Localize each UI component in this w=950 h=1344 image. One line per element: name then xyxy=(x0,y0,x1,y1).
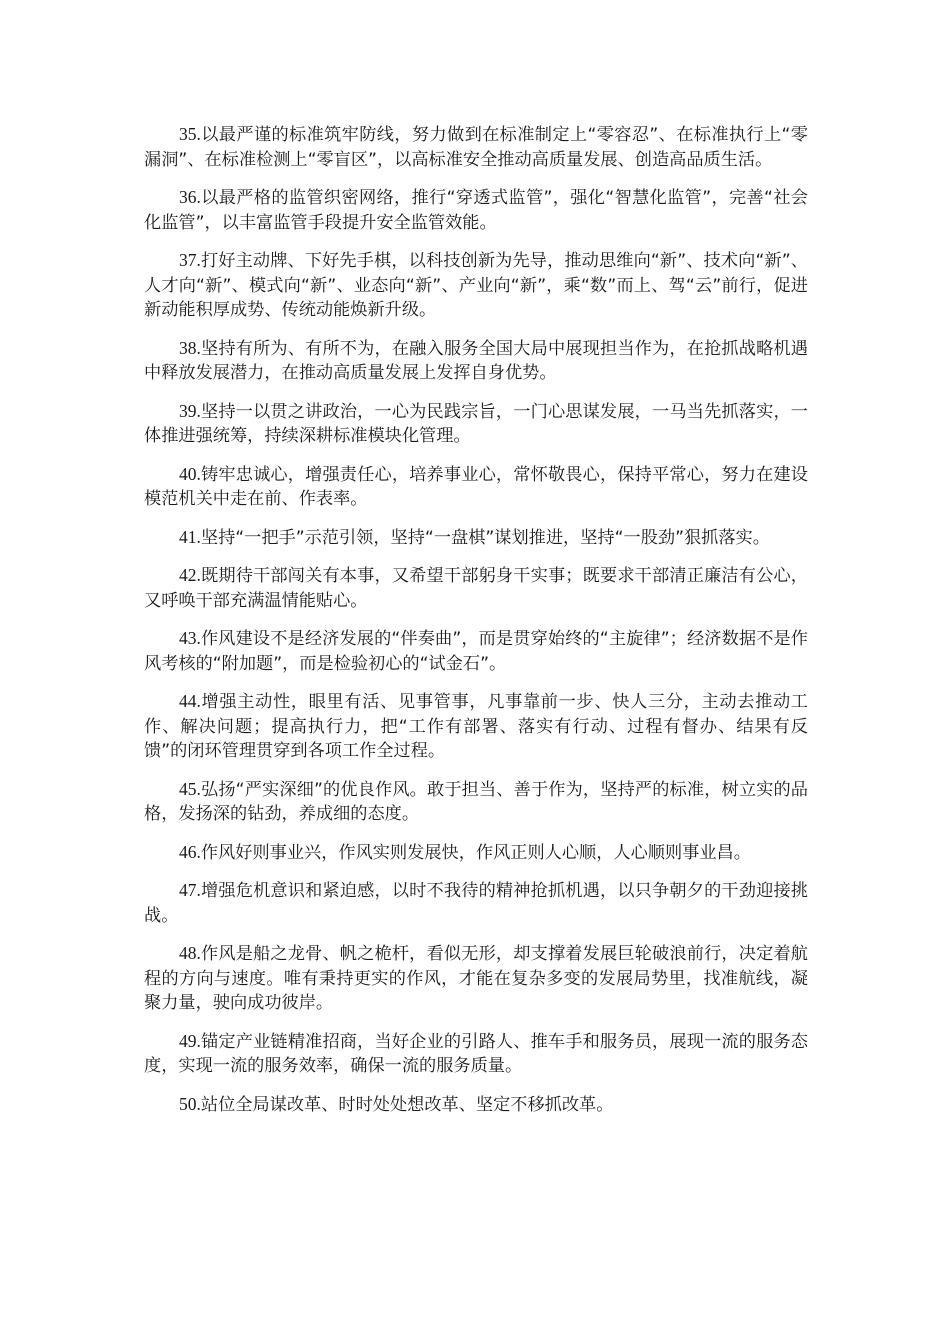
paragraph-42 xyxy=(144,563,808,613)
paragraph-text: 作风是船之龙骨、帆之桅杆，看似无形，却支撑着发展巨轮破浪前行，决定着航程的方向与速度。唯有秉持更实的作风，才能在复杂多变的发展局势里，找准航线，凝聚力量，驶向成功彼岸。 xyxy=(144,944,808,1013)
paragraph-45 xyxy=(144,777,808,827)
paragraph-text: 锚定产业链精准招商，当好企业的引路人、推车手和服务员，展现一流的服务态度，实现一流的服务效率，确保一流的服务质量。 xyxy=(144,1031,808,1076)
paragraph-text: 坚持有所为、有所不为，在融入服务全国大局中展现担当作为，在抢抓战略机遇中释放发展潜力，在推动高质量发展上发挥自身优势。 xyxy=(144,338,808,383)
paragraph-number: 37. xyxy=(179,250,201,270)
paragraph-number: 39. xyxy=(179,400,201,421)
paragraph-number: 44. xyxy=(179,691,201,711)
paragraph-text: 作风好则事业兴，作风实则发展快，作风正则人心顺，人心顺则事业昌。 xyxy=(200,842,751,863)
paragraph-text: 既期待干部闯关有本事，又希望干部躬身干实事；既要求干部清正廉洁有公心，又呼唤干部充满温情能贴心。 xyxy=(144,566,808,611)
paragraph-38 xyxy=(144,336,808,386)
paragraph-49 xyxy=(144,1029,808,1079)
paragraph-text: 坚持“一把手”示范引领，坚持“一盘棋”谋划推进，坚持“一股劲”狠抓落实。 xyxy=(200,527,770,548)
paragraph-43 xyxy=(144,626,808,676)
paragraph-number: 49. xyxy=(179,1030,201,1051)
paragraph-number: 35. xyxy=(179,124,201,144)
paragraph-number: 47. xyxy=(179,880,201,900)
paragraph-number: 40. xyxy=(179,463,201,484)
paragraph-text: 增强主动性，眼里有活、见事管事，凡事靠前一步、快人三分，主动去推动工作、解决问题；提高执行力，把“工作有部署、落实有行动、过程有督办、结果有反馈”的闭环管理贯穿到各项工作全过程。 xyxy=(144,692,808,761)
paragraph-text: 坚持一以贯之讲政治，一心为民践宗旨，一门心思谋发展，一马当先抓落实，一体推进强统筹，持续深耕标准模块化管理。 xyxy=(144,401,808,446)
paragraph-number: 50. xyxy=(179,1093,201,1114)
paragraph-text: 以最严格的监管织密网络，推行“穿透式监管”，强化“智慧化监管”，完善“社会化监管”，以丰富监管手段提升安全监管效能。 xyxy=(144,188,808,233)
paragraph-number: 48. xyxy=(179,943,201,963)
paragraph-46 xyxy=(144,840,808,866)
paragraph-number: 42. xyxy=(179,565,201,585)
paragraph-36 xyxy=(144,185,808,235)
document-body xyxy=(144,122,808,1130)
paragraph-39 xyxy=(144,399,808,449)
paragraph-text: 以最严谨的标准筑牢防线，努力做到在标准制定上“零容忍”、在标准执行上“零漏洞”、在标准检测上“零盲区”，以高标准安全推动高质量发展、创造高品质生活。 xyxy=(144,125,808,170)
paragraph-50 xyxy=(144,1092,808,1118)
paragraph-text: 站位全局谋改革、时时处处想改革、坚定不移抓改革。 xyxy=(200,1094,614,1115)
paragraph-41 xyxy=(144,525,808,551)
paragraph-number: 46. xyxy=(179,841,201,862)
paragraph-number: 45. xyxy=(179,778,201,799)
paragraph-text: 铸牢忠诚心，增强责任心，培养事业心，常怀敬畏心，保持平常心，努力在建设模范机关中走在前、作表率。 xyxy=(144,464,808,509)
paragraph-48 xyxy=(144,941,808,1016)
paragraph-text: 作风建设不是经济发展的“伴奏曲”，而是贯穿始终的“主旋律”；经济数据不是作风考核的“附加题”，而是检验初心的“试金石”。 xyxy=(144,629,808,674)
paragraph-37 xyxy=(144,248,808,323)
paragraph-number: 43. xyxy=(179,628,201,648)
paragraph-40 xyxy=(144,462,808,512)
paragraph-text: 打好主动牌、下好先手棋，以科技创新为先导，推动思维向“新”、技术向“新”、人才向“新”、模式向“新”、业态向“新”、产业向“新”，乘“数”而上、驾“云”前行，促进新动能积厚成势、传统动能焕新升级。 xyxy=(144,251,808,320)
paragraph-number: 38. xyxy=(179,337,201,358)
paragraph-35 xyxy=(144,122,808,172)
paragraph-44 xyxy=(144,689,808,764)
paragraph-number: 41. xyxy=(179,526,201,547)
paragraph-text: 增强危机意识和紧迫感，以时不我待的精神抢抓机遇，以只争朝夕的干劲迎接挑战。 xyxy=(144,881,808,926)
paragraph-text: 弘扬“严实深细”的优良作风。敢于担当、善于作为，坚持严的标准，树立实的品格，发扬深的钻劲，养成细的态度。 xyxy=(144,779,808,824)
paragraph-number: 36. xyxy=(179,187,201,207)
paragraph-47 xyxy=(144,878,808,928)
